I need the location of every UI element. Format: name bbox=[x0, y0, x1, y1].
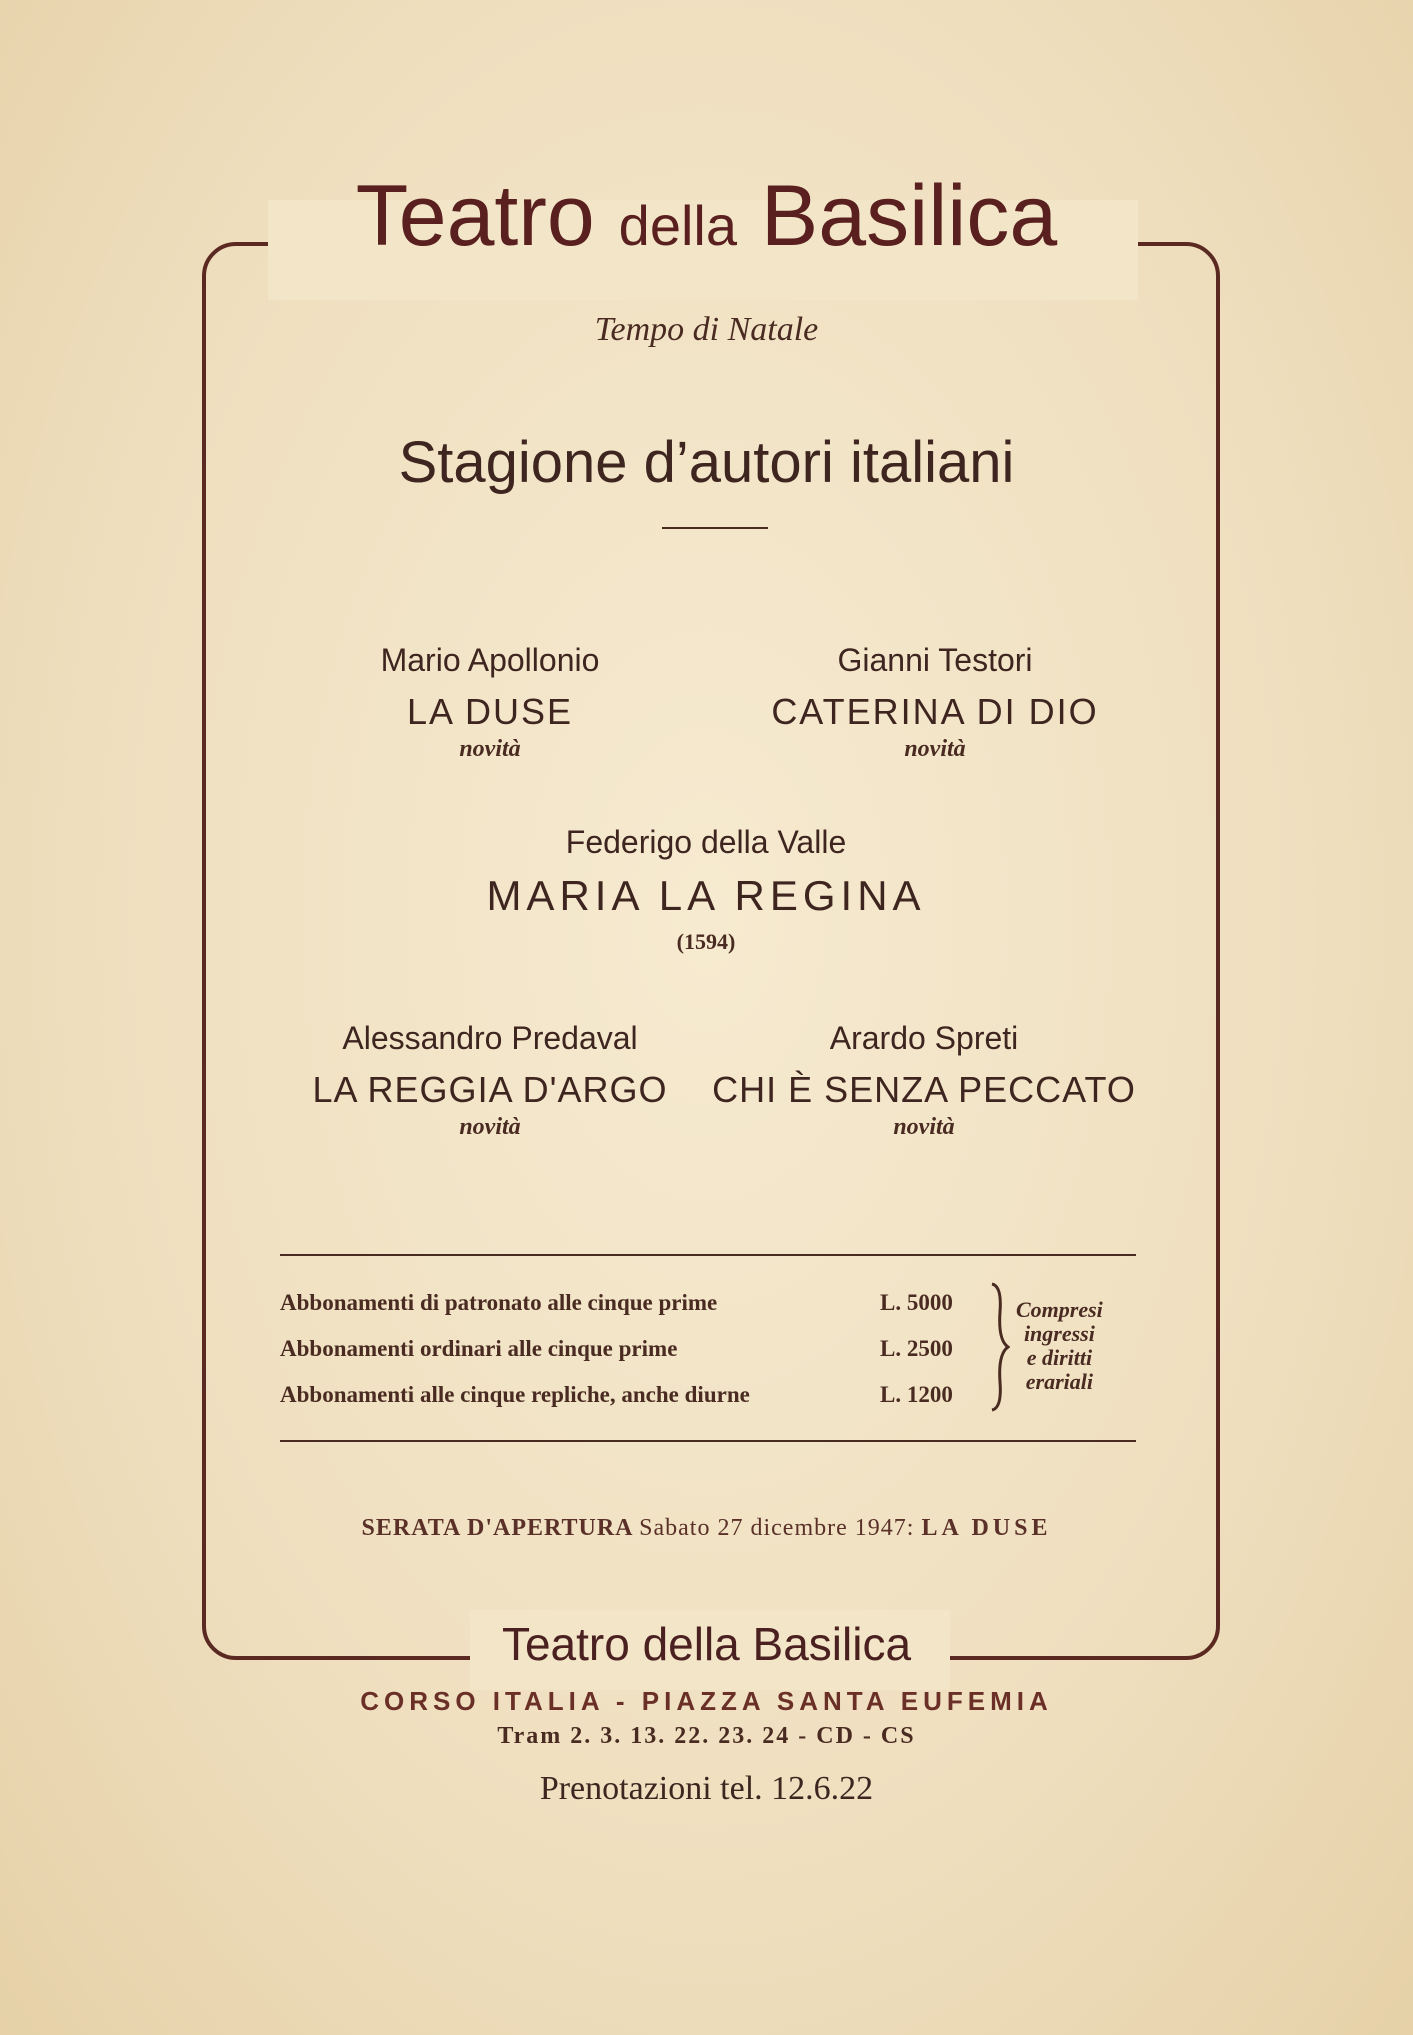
play-note: novità bbox=[904, 736, 966, 762]
play-block-2 bbox=[675, 640, 1195, 764]
play-block-3 bbox=[446, 822, 966, 956]
opening-night: SERATA D'APERTURA Sabato 27 dicembre 1947: LA DUSE bbox=[361, 1515, 1052, 1541]
subscription-row-1 bbox=[280, 1288, 953, 1318]
season-title: Stagione d’autori italiani bbox=[398, 430, 1015, 495]
play-block-5 bbox=[664, 1018, 1184, 1142]
subscription-price: L. 2500 bbox=[880, 1336, 953, 1361]
curly-brace-icon bbox=[988, 1282, 1010, 1412]
subscription-price: L. 1200 bbox=[880, 1382, 953, 1407]
subscription-note: Compresi ingressi e diritti erariali bbox=[1016, 1297, 1103, 1394]
play-note: novità bbox=[459, 736, 521, 762]
play-author: Gianni Testori bbox=[837, 642, 1033, 678]
play-title: MARIA LA REGINA bbox=[486, 872, 926, 919]
subscription-label: Abbonamenti alle cinque repliche, anche diurne bbox=[280, 1382, 750, 1407]
play-title: CHI È SENZA PECCATO bbox=[712, 1069, 1136, 1110]
subscription-price: L. 5000 bbox=[880, 1290, 953, 1315]
play-title: LA REGGIA D'ARGO bbox=[312, 1069, 668, 1110]
subscription-row-3 bbox=[280, 1380, 953, 1410]
divider-top bbox=[280, 1254, 1136, 1256]
subscription-label: Abbonamenti di patronato alle cinque prime bbox=[280, 1290, 718, 1315]
play-title: LA DUSE bbox=[406, 691, 574, 732]
divider-short bbox=[662, 527, 768, 529]
theatre-title: Teatro della Basilica bbox=[355, 168, 1058, 264]
footer-tram: Tram 2. 3. 13. 22. 23. 24 - CD - CS bbox=[497, 1723, 916, 1749]
footer-phone: Prenotazioni tel. 12.6.22 bbox=[539, 1770, 874, 1807]
footer-address: CORSO ITALIA - PIAZZA SANTA EUFEMIA bbox=[360, 1686, 1053, 1716]
divider-bottom bbox=[280, 1440, 1136, 1442]
play-note: novità bbox=[893, 1114, 955, 1140]
subtitle: Tempo di Natale bbox=[594, 311, 819, 348]
play-author: Mario Apollonio bbox=[380, 642, 600, 678]
play-author: Arardo Spreti bbox=[829, 1020, 1019, 1056]
play-note: (1594) bbox=[676, 929, 736, 954]
play-block-1 bbox=[230, 640, 750, 764]
subscription-row-2 bbox=[280, 1334, 953, 1364]
play-author: Alessandro Predaval bbox=[342, 1020, 638, 1056]
footer-title: Teatro della Basilica bbox=[501, 1618, 912, 1670]
play-title: CATERINA DI DIO bbox=[771, 691, 1099, 732]
play-author: Federigo della Valle bbox=[565, 824, 847, 860]
subscription-label: Abbonamenti ordinari alle cinque prime bbox=[280, 1336, 678, 1361]
play-note: novità bbox=[459, 1114, 521, 1140]
